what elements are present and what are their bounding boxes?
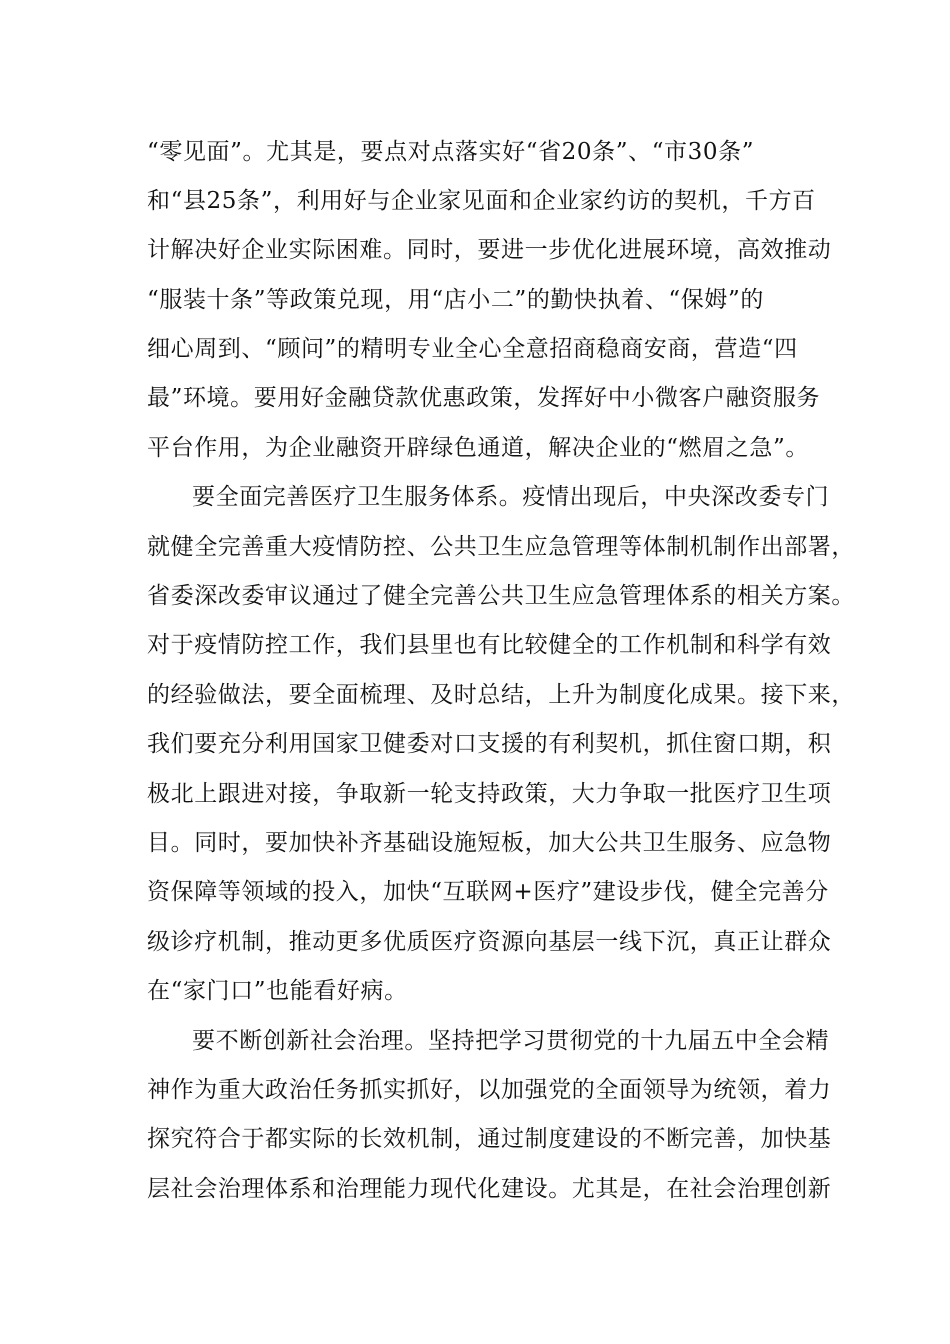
text-line: 平台作用，为企业融资开辟绿色通道，解决企业的“燃眉之急”。 [147,435,809,461]
paragraph-first-line: 要不断创新社会治理。坚持把学习贯彻党的十九届五中全会精 [192,1028,830,1054]
text-line: 最”环境。要用好金融贷款优惠政策，发挥好中小微客户融资服务 [147,385,821,411]
text-line: 省委深改委审议通过了健全完善公共卫生应急管理体系的相关方案。 [147,583,855,609]
paragraph-first-line: 要全面完善医疗卫生服务体系。疫情出现后，中央深改委专门 [192,484,830,510]
text-line: 对于疫情防控工作，我们县里也有比较健全的工作机制和科学有效 [147,632,832,658]
text-line: 我们要充分利用国家卫健委对口支援的有利契机，抓住窗口期，积 [147,731,832,757]
text-line: 资保障等领域的投入，加快“互联网+医疗”建设步伐，健全完善分 [147,879,829,905]
text-line: 极北上跟进对接，争取新一轮支持政策，大力争取一批医疗卫生项 [147,781,832,807]
text-line: 细心周到、“顾问”的精明专业全心全意招商稳商安商，营造“四 [147,336,798,362]
text-line: 在“家门口”也能看好病。 [147,978,408,1004]
text-line: “零见面”。尤其是，要点对点落实好“省20条”、“市30条” [147,139,755,165]
text-line: “服装十条”等政策兑现，用“店小二”的勤快执着、“保姆”的 [147,287,764,313]
text-line: 神作为重大政治任务抓实抓好，以加强党的全面领导为统领，着力 [147,1077,832,1103]
text-line: 和“县25条”，利用好与企业家见面和企业家约访的契机，千方百 [147,188,816,214]
text-line: 级诊疗机制，推动更多优质医疗资源向基层一线下沉，真正让群众 [147,929,832,955]
text-line: 层社会治理体系和治理能力现代化建设。尤其是，在社会治理创新 [147,1176,832,1202]
text-line: 计解决好企业实际困难。同时，要进一步优化进展环境，高效推动 [147,237,832,263]
text-line: 目。同时，要加快补齐基础设施短板，加大公共卫生服务、应急物 [147,830,832,856]
text-line: 的经验做法，要全面梳理、及时总结，上升为制度化成果。接下来， [147,682,855,708]
text-line: 就健全完善重大疫情防控、公共卫生应急管理等体制机制作出部署， [147,534,855,560]
text-line: 探究符合于都实际的长效机制，通过制度建设的不断完善，加快基 [147,1126,832,1152]
